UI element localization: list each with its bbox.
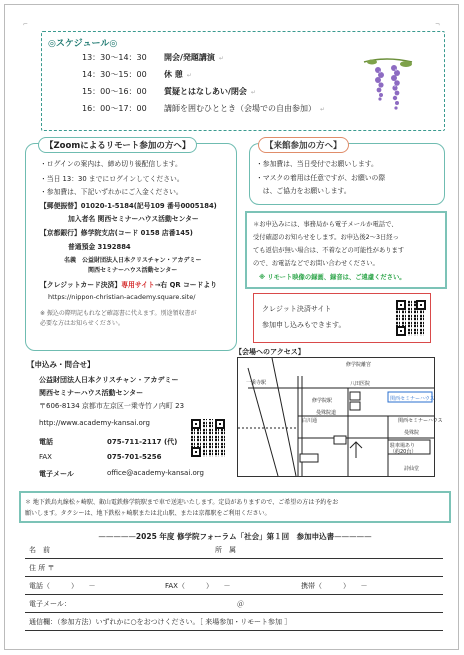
qr-code-icon[interactable]	[396, 300, 426, 336]
map-label: 修学院離宮	[346, 362, 372, 368]
venue-section	[249, 143, 445, 205]
form-row-phone[interactable]	[25, 578, 443, 595]
credit-label: 【クレジットカード決済】	[40, 281, 122, 289]
bank-holder: 名義 公益財団法人日本クリスチャン・アカデミー	[64, 257, 202, 264]
zoom-note: ※ 振込の際明記もれなど確認書に代えます。別途領収書が	[40, 310, 197, 317]
map-label: 一乗寺駅	[246, 380, 267, 386]
access-map	[237, 357, 443, 477]
zoom-line: ・参加費は、下記いずれかにご入金ください。	[40, 188, 183, 196]
apply-title: 【申込み・問合せ】	[27, 360, 95, 369]
schedule-title: ◎スケジュール◎	[48, 39, 118, 49]
schedule-time: 16：00～17：00	[82, 104, 147, 113]
venue-line: ・参加費は、当日受付でお願いします。	[256, 160, 378, 168]
org-address: 〒606-8134 京都市左京区一乗寺竹ノ内町 23	[39, 402, 185, 410]
name-label: 名 前	[29, 546, 50, 554]
tel-number: 075-711-2117 (代)	[107, 438, 178, 446]
schedule-time: 13：30～14：30	[82, 53, 147, 62]
map-drawing	[238, 358, 443, 476]
mobile-field-label: 携帯（ ） －	[301, 582, 368, 590]
schedule-desc: 休 憩	[164, 70, 183, 79]
zoom-section	[25, 143, 237, 351]
credit-url[interactable]: https://nippon-christian-academy.square.site/	[48, 293, 196, 301]
wisteria-illustration	[358, 56, 418, 120]
credit-box-line: 参加申し込みもできます。	[262, 321, 346, 329]
bank-account: 普通預金 3192884	[68, 243, 131, 251]
zoom-title-text: 【Zoomによるリモート参加の方へ】	[45, 141, 191, 151]
form-title-text: 2025 年度 修学院フォーラム「社会」第１回 参加申込書	[135, 532, 335, 541]
form-row-name[interactable]	[25, 542, 443, 559]
credit-box-line: クレジット決済サイト	[262, 305, 332, 313]
zoom-line: ・ログインの案内は、締め切り後配信します。	[40, 160, 182, 168]
notice-line: ＊お申込みには、事務局から電子メールか電話で、	[253, 221, 398, 228]
fax-label: FAX	[39, 453, 52, 461]
no-recording-notice: ※ リモート映像の録画、録音は、ご遠慮ください。	[259, 274, 406, 281]
schedule-time: 15：00～16：00	[82, 87, 147, 96]
flyer-page	[4, 4, 459, 650]
schedule-row: 15：00～16：00 質疑とはなしあい/閉会 ↵	[82, 87, 256, 96]
method-label: 通信欄：（参加方法）いずれかに○をおつけください。［ 来場参加・リモート参加 ］	[29, 618, 292, 626]
notice-box	[245, 211, 447, 289]
bank-holder: 関西セミナーハウス活動センター	[88, 267, 178, 274]
qr-code-icon[interactable]	[191, 419, 225, 457]
map-title: 【会場へのアクセス】	[235, 348, 305, 356]
schedule-box	[41, 31, 445, 131]
form-row-email[interactable]	[25, 596, 443, 613]
notice-line: ても返信が無い場合は、不着などの可能性があります	[253, 247, 405, 254]
transit-line: ＊ 地下鉄烏丸線松ヶ崎駅、叡山電鉄修学院駅まで車で送迎いたします。定員がありますので、ご希望の方は予約をお	[25, 499, 339, 506]
map-label: 詩仙堂	[404, 466, 420, 472]
org-center: 関西セミナーハウス活動センター	[39, 389, 144, 397]
form-row-address[interactable]	[25, 560, 443, 577]
credit-site-box	[253, 293, 431, 343]
tel-field-label: 電話（ ） －	[29, 582, 96, 590]
notice-line: ので、お電話などでお問い合わせください。	[253, 260, 379, 267]
at-sign: ＠	[237, 600, 244, 608]
corner-mark: ⌐	[23, 21, 29, 28]
email-field-label: 電子メール：	[29, 600, 71, 608]
form-title: —————2025 年度 修学院フォーラム「社会」第１回 参加申込書—————	[98, 532, 372, 541]
org-website[interactable]: http://www.academy-kansai.org	[39, 419, 150, 427]
form-row-method[interactable]	[25, 614, 443, 631]
map-label: 関西セミナーハウス	[390, 396, 435, 402]
bank-info: 【京都銀行】修学院支店(コード 0158 店番145)	[40, 229, 193, 237]
schedule-row: 13：30～14：30 開会/発題講演 ↵	[82, 53, 224, 62]
zoom-note: 必要な方はお知らせください。	[40, 320, 124, 327]
schedule-desc: 開会/発題講演	[164, 53, 215, 62]
map-label: 八田医院	[350, 381, 371, 387]
zoom-line: ・当日 13：30 までにログインしてください。	[40, 175, 184, 183]
map-label: 曼殊院	[404, 430, 420, 436]
mail-label: 電子メール	[39, 470, 74, 478]
fax-number: 075-701-5256	[107, 453, 162, 461]
schedule-desc: 講師を囲むひととき（会場での自由参加）	[164, 104, 316, 113]
credit-card-info	[40, 279, 217, 289]
map-label: 曼殊院道	[316, 410, 337, 416]
address-label: 住 所 〒	[29, 564, 55, 572]
postal-account-name: 加入者名 関西セミナーハウス活動センター	[68, 215, 199, 223]
venue-line: ・マスクの着用は任意ですが、お願いの際	[256, 174, 386, 182]
credit-rest: →右 QR コードより	[154, 281, 217, 289]
credit-site-link[interactable]: 専用サイト	[121, 281, 155, 289]
venue-title-text: 【来館参加の方へ】	[265, 141, 342, 151]
mail-address[interactable]: office@academy-kansai.org	[107, 469, 204, 477]
schedule-row: 16：00～17：00 講師を囲むひととき（会場での自由参加） ↵	[82, 104, 326, 113]
schedule-row: 14：30～15：00 休 憩 ↵	[82, 70, 192, 79]
map-legend: （約20台）	[390, 449, 417, 455]
venue-title	[258, 137, 349, 153]
map-label: 修学院駅	[312, 398, 333, 404]
fax-field-label: FAX（ ） －	[165, 582, 231, 590]
tel-label: 電話	[39, 438, 53, 446]
zoom-title	[38, 137, 197, 153]
schedule-time: 14：30～15：00	[82, 70, 147, 79]
notice-line: 受付確認のお知らせをします。お申込後2～3日経っ	[253, 234, 399, 241]
affiliation-label: 所 属	[215, 546, 236, 554]
venue-line: は、ご協力をお願いします。	[256, 187, 351, 195]
transit-box	[19, 491, 451, 523]
postal-transfer: 【郵便振替】01020-1-5184(記号109 番号0005184)	[40, 202, 217, 210]
transit-line: 願いします。タクシーは、地下鉄松ヶ崎駅または北山駅、または京都駅をご利用ください。	[25, 510, 271, 517]
schedule-desc: 質疑とはなしあい/閉会	[164, 87, 247, 96]
map-label: 白川通	[302, 418, 318, 424]
org-name: 公益財団法人日本クリスチャン・アカデミー	[39, 376, 179, 384]
map-legend: 駐車場あり	[390, 443, 416, 449]
corner-mark: ¬	[435, 21, 441, 28]
map-label: 関西セミナーハウス	[398, 418, 443, 424]
